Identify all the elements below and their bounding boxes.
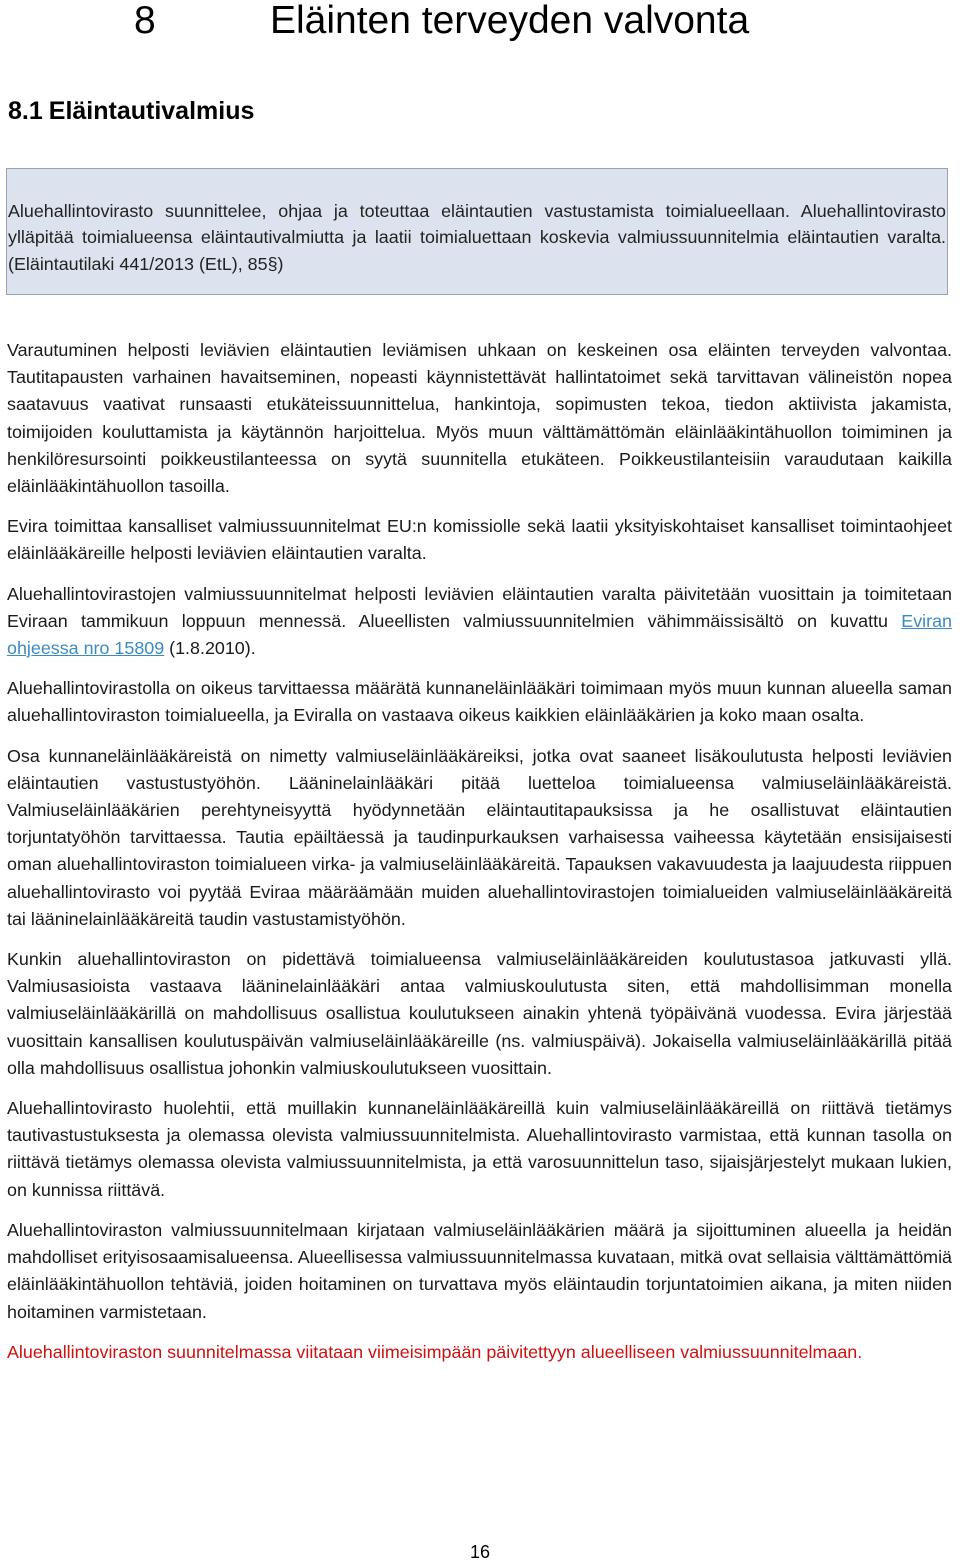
chapter-title: Eläinten terveyden valvonta — [270, 0, 750, 42]
paragraph: Varautuminen helposti leviävien eläintautien leviämisen uhkaan on keskeinen osa eläinten terveyden valvontaa. Tautitapausten varhainen havaitseminen, nopeasti käynnistettävät hallintatoimet sekä tarvittavan välineistön nopea saatavuus vaativat runsaasti etukäteissuunnittelua, hankintoja, sopimusten tekoa, tiedon aktiivista jakamista, toimijoiden kouluttamista ja käytännön harjoittelua. Myös muun välttämättömän eläinlääkintähuollon toimiminen ja henkilöresursointi poikkeustilanteessa on syytä suunnitella etukäteen. Poikkeustilanteisiin varaudutaan kaikilla eläinlääkintähuollon tasoilla. — [7, 340, 952, 497]
legal-info-box — [6, 168, 948, 295]
paragraph: Aluehallintoviraston valmiussuunnitelmaan kirjataan valmiuseläinlääkärien määrä ja sijoittuminen alueella ja heidän mahdolliset erityisosaamisalueensa. Alueellisessa valmiussuunnitelmassa kuvataan, mitkä ovat sellaisia välttämättömiä eläinlääkintähuollon tehtäviä, joiden hoitaminen on turvattava myös eläintaudin torjuntatoimien aikana, ja miten niiden hoitaminen varmistetaan. — [7, 1219, 952, 1322]
body-text — [7, 337, 952, 1379]
paragraph: Aluehallintovirastolla on oikeus tarvittaessa määrätä kunnaneläinlääkäri toimimaan myös muun kunnan alueella saman aluehallintoviraston toimialueella, ja Eviralla on vastaava oikeus kaikkien eläinlääkärien ja koko maan osalta. — [7, 678, 952, 726]
paragraph: Osa kunnaneläinlääkäreistä on nimetty valmiuseläinlääkäreiksi, jotka ovat saaneet lisäkoulutusta helposti leviävien eläintautien vastustustyöhön. Lääninelainlääkäri pitää luetteloa toimialueensa valmiuseläinlääkäreistä. Valmiuseläinlääkärien perehtyneisyyttä hyödynnetään eläintautitapauksissa ja he osallistuvat eläintautien torjuntatyöhön tarvittaessa. Tautia epäiltäessä ja taudinpurkauksen varhaisessa vaiheessa käytetään ensisijaisesti oman aluehallintoviraston toimialueen virka- ja valmiuseläinlääkäreitä. Tapauksen vakavuudesta ja laajuudesta riippuen aluehallintovirasto voi pyytää Eviraa määräämään muiden aluehallintovirastojen toimialueiden valmiuseläinlääkäreitä tai lääninelainlääkäreitä taudin vastustamistyöhön. — [7, 745, 952, 929]
page-number: 16 — [469, 1542, 491, 1562]
paragraph: Aluehallintovirasto huolehtii, että muillakin kunnaneläinlääkäreillä kuin valmiuseläinlääkäreillä on riittävä tietämys tautivastustuksesta ja olemassa olevista valmiussuunnitelmista. Aluehallintovirasto varmistaa, että kunnan tasolla on riittävä tietämys olemassa olevista valmiussuunnitelmista, ja että varosuunnittelun taso, sijaisjärjestelyt mukaan lukien, on kunnissa riittävä. — [7, 1098, 952, 1200]
paragraph-text: (1.8.2010). — [164, 638, 256, 659]
paragraph-text: Aluehallintovirastojen valmiussuunnitelmat helposti leviävien eläintautien varalta päivitetään vuosittain ja toimitetaan Eviraan tammikuun loppuun mennessä. Alueellisten valmiussuunnitelmien vähimmäissisältö on kuvattu — [7, 583, 952, 631]
evira-guideline-link[interactable]: Eviran ohjeessa nro 15809 — [7, 610, 952, 659]
highlighted-paragraph: Aluehallintoviraston suunnitelmassa viitataan viimeisimpään päivitettyyn alueelliseen valmiussuunnitelmaan. — [7, 1341, 863, 1362]
section-title: Eläintautivalmius — [48, 97, 255, 125]
paragraph — [7, 581, 952, 663]
section-number: 8.1 — [8, 97, 43, 125]
paragraph: Evira toimittaa kansalliset valmiussuunnitelmat EU:n komissiolle sekä laatii yksityiskohtaiset kansalliset toimintaohjeet eläinlääkäreille helposti leviävien eläintautien varalta. — [7, 516, 952, 564]
chapter-number: 8 — [134, 0, 156, 42]
legal-info-text: Aluehallintovirasto suunnittelee, ohjaa ja toteuttaa eläintautien vastustamista toimialueellaan. Aluehallintovirasto ylläpitää toimialueensa eläintautivalmiutta ja laatii toimialuettaan koskevia valmiussuunnitelmia eläintautien varalta. (Eläintautilaki 441/2013 (EtL), 85§) — [8, 201, 946, 274]
chapter-heading — [0, 0, 960, 42]
paragraph: Kunkin aluehallintoviraston on pidettävä toimialueensa valmiuseläinlääkäreiden koulutustasoa jatkuvasti yllä. Valmiusasioista vastaava lääninelainlääkäri antaa valmiuskoulutusta siten, että mahdollisimman monella valmiuseläinlääkärillä on mahdollisuus osallistua koulutukseen ainakin yhtenä työpäivänä vuodessa. Evira järjestää vuosittain kansallisen koulutuspäivän valmiuseläinlääkäreille (ns. valmiuspäivä). Jokaisella valmiuseläinlääkärillä pitää olla mahdollisuus osallistua johonkin valmiuskoulutukseen vuosittain. — [7, 949, 952, 1078]
section-heading — [8, 96, 254, 126]
